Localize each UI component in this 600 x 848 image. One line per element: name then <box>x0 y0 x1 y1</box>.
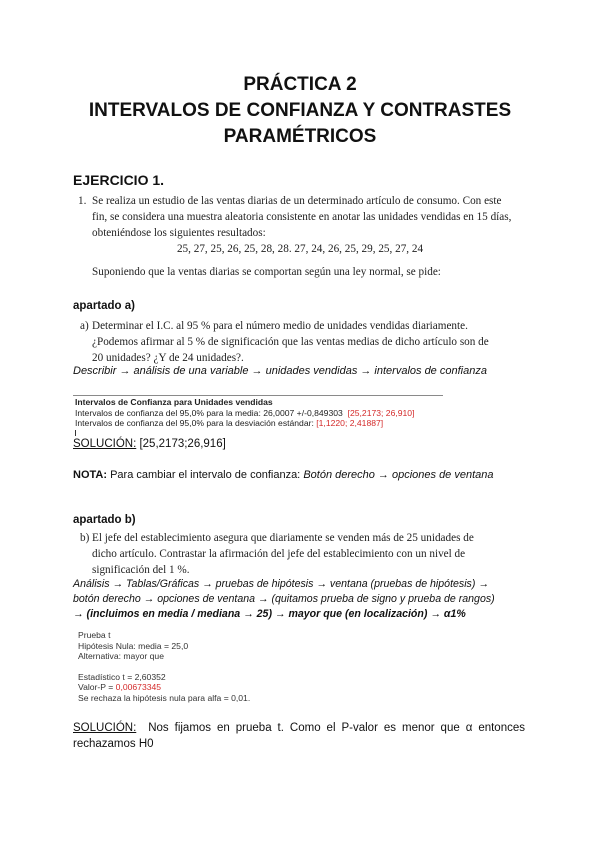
sd-interval-value: [1,1220; 2,41887] <box>316 418 384 429</box>
part-a-solution <box>73 438 226 450</box>
page-title-line-2: INTERVALOS DE CONFIANZA Y CONTRASTES <box>88 100 512 121</box>
exercise-statement-line: Se realiza un estudio de las ventas diarias de un determinado artículo de consumo. Con este <box>92 195 502 207</box>
test-name: Prueba t <box>78 630 111 640</box>
mean-interval-value: [25,2173; 26,910] <box>347 407 415 418</box>
part-b-label: b) <box>80 532 90 544</box>
part-a-statement-line: 20 unidades? ¿Y de 24 unidades?. <box>92 352 244 364</box>
confidence-interval-results <box>75 397 414 429</box>
part-a-label: a) <box>80 320 89 332</box>
part-b-solution <box>73 720 525 752</box>
part-b-path-line: → (incluimos en media / mediana → 25) → mayor que (en localización) → α1% <box>73 608 466 620</box>
alternative-hypothesis: Alternativa: mayor que <box>78 651 164 662</box>
part-b-statement-line: El jefe del establecimiento asegura que diariamente se venden más de 25 unidades de <box>92 532 474 544</box>
part-a-statement-line: Determinar el I.C. al 95 % para el número medio de unidades vendidas diariamente. <box>92 320 468 332</box>
test-conclusion: Se rechaza la hipótesis nula para alfa = 0,01. <box>78 692 251 703</box>
solution-label: SOLUCIÓN: <box>73 438 137 450</box>
hypothesis-test-results <box>78 630 250 704</box>
part-b-statement <box>92 530 474 578</box>
part-b-heading: apartado b) <box>73 514 136 526</box>
page-title-line-1: PRÁCTICA 2 <box>243 74 357 95</box>
sd-interval-text: Intervalos de confianza del 95,0% para la desviación estándar: <box>75 418 314 429</box>
note <box>73 469 494 481</box>
t-statistic: Estadístico t = 2,60352 <box>78 671 166 682</box>
note-label: NOTA: <box>73 469 108 481</box>
solution-label: SOLUCIÓN: <box>73 722 137 734</box>
result-panel-divider <box>73 395 443 396</box>
part-b-solution-line: rechazamos H0 <box>73 738 154 750</box>
null-hypothesis: Hipótesis Nula: media = 25,0 <box>78 640 189 651</box>
part-a-menu-path: Describir → análisis de una variable → unidades vendidas → intervalos de confianza <box>73 365 487 377</box>
solution-value: [25,2173;26,916] <box>139 438 226 450</box>
part-b-solution-line <box>73 720 525 736</box>
part-b-statement-line: dicho artículo. Contrastar la afirmación del jefe del establecimiento con un nivel de <box>92 548 466 560</box>
part-b-path-line: botón derecho → opciones de ventana → (quitamos prueba de signo y prueba de rangos) <box>73 593 495 605</box>
part-a-heading: apartado a) <box>73 300 135 312</box>
page-title-line-3: PARAMÉTRICOS <box>223 126 377 147</box>
results-title: Intervalos de Confianza para Unidades vendidas <box>75 397 273 407</box>
part-b-statement-line: significación del 1 %. <box>92 564 190 576</box>
p-value-row <box>78 682 250 693</box>
p-value-label: Valor-P = <box>78 682 114 693</box>
exercise-number: 1. <box>78 195 87 207</box>
text-cursor <box>75 430 76 436</box>
sd-interval-row <box>75 418 414 429</box>
note-path: Botón derecho → opciones de ventana <box>303 469 494 481</box>
exercise-statement <box>92 193 532 241</box>
exercise-statement-line: obteniéndose los siguientes resultados: <box>92 227 266 239</box>
exercise-heading: EJERCICIO 1. <box>73 172 165 188</box>
part-a-statement <box>92 318 489 366</box>
note-text: Para cambiar el intervalo de confianza: <box>110 469 301 481</box>
p-value: 0,00673345 <box>115 682 162 693</box>
sample-data-values: 25, 27, 25, 26, 25, 28, 28. 27, 24, 26, 25, 29, 25, 27, 24 <box>176 243 424 255</box>
exercise-statement-line: fin, se considera una muestra aleatoria consistente en anotar las unidades vendidas en 15 días, <box>92 211 512 223</box>
mean-interval-text: Intervalos de confianza del 95,0% para la media: 26,0007 +/-0,849303 <box>75 407 343 418</box>
part-b-menu-path <box>73 577 495 622</box>
part-a-statement-line: ¿Podemos afirmar al 5 % de significación que las ventas medias de dicho artículo son de <box>92 336 489 348</box>
solution-text: Nos fijamos en prueba t. Como el P-valor es menor que α entonces <box>148 722 525 734</box>
normal-assumption: Suponiendo que la ventas diarias se comportan según una ley normal, se pide: <box>92 266 441 278</box>
part-b-path-line: Análisis → Tablas/Gráficas → pruebas de hipótesis → ventana (pruebas de hipótesis) → <box>73 578 489 590</box>
mean-interval-row <box>75 408 414 419</box>
